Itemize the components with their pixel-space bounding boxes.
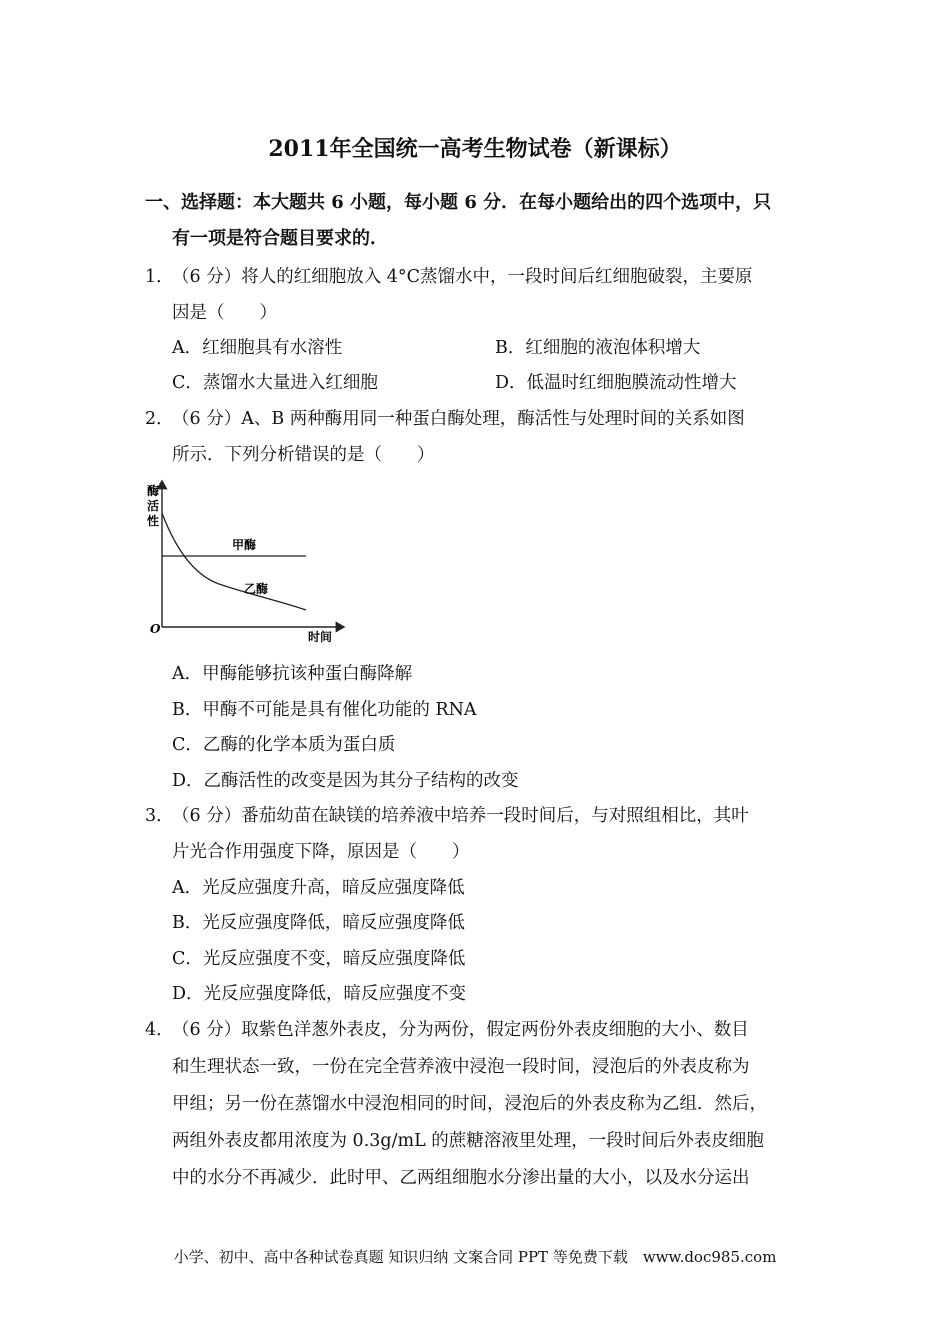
section-heading-line2: 有一项是符合题目要求的． (172, 228, 388, 249)
q2-option-a: A．甲酶能够抗该种蛋白酶降解 (172, 664, 413, 684)
series-yi-label: 乙酶 (244, 582, 269, 596)
q4-stem-line1: （6 分）取紫色洋葱外表皮，分为两份，假定两份外表皮细胞的大小、数目 (172, 1020, 749, 1040)
q1-number: 1． (145, 267, 174, 287)
y-axis-label-char-3: 性 (147, 514, 160, 528)
q2-stem-line2: 所示．下列分析错误的是（ ） (172, 445, 435, 465)
series-jia-label: 甲酶 (232, 538, 257, 552)
q3-stem-line1: （6 分）番茄幼苗在缺镁的培养液中培养一段时间后，与对照组相比，其叶 (172, 806, 749, 826)
q1-option-b: B．红细胞的液泡体积增大 (495, 338, 701, 358)
q4-stem-line4: 两组外表皮都用浓度为 0.3g/mL 的蔗糖溶液里处理，一段时间后外表皮细胞 (172, 1131, 764, 1151)
q1-stem-line2: 因是（ ） (172, 303, 277, 323)
q4-stem-line2: 和生理状态一致，一份在完全营养液中浸泡一段时间，浸泡后的外表皮称为 (172, 1057, 750, 1077)
q4-stem-line5: 中的水分不再减少．此时甲、乙两组细胞水分渗出量的大小，以及水分运出 (172, 1168, 750, 1188)
q2-option-b: B．甲酶不可能是具有催化功能的 RNA (172, 700, 477, 720)
q1-option-c: C．蒸馏水大量进入红细胞 (172, 373, 378, 393)
origin-label: O (150, 622, 161, 636)
y-axis-label-char-2: 活 (147, 499, 160, 513)
q4-number: 4． (145, 1020, 174, 1040)
page-title: 2011年全国统一高考生物试卷（新课标） (268, 136, 682, 162)
enzyme-activity-figure (140, 475, 350, 647)
q4-stem-line3: 甲组；另一份在蒸馏水中浸泡相同的时间，浸泡后的外表皮称为乙组．然后， (172, 1094, 767, 1114)
q2-option-c: C．乙酶的化学本质为蛋白质 (172, 735, 396, 755)
q2-number: 2． (145, 409, 174, 429)
q3-option-a: A．光反应强度升高，暗反应强度降低 (172, 878, 465, 898)
q3-option-d: D．光反应强度降低，暗反应强度不变 (172, 984, 467, 1004)
page-footer: 小学、初中、高中各种试卷真题 知识归纳 文案合同 PPT 等免费下载 www.doc985.com (173, 1248, 777, 1266)
q1-option-a: A．红细胞具有水溶性 (172, 338, 343, 358)
section-heading-line1: 一、选择题：本大题共 6 小题，每小题 6 分．在每小题给出的四个选项中，只 (145, 192, 772, 213)
q3-number: 3． (145, 806, 174, 826)
q2-option-d: D．乙酶活性的改变是因为其分子结构的改变 (172, 771, 519, 791)
series-yi-curve (162, 513, 306, 610)
q3-stem-line2: 片光合作用强度下降，原因是（ ） (172, 842, 470, 862)
q1-option-d: D．低温时红细胞膜流动性增大 (495, 373, 737, 393)
q1-stem-line1: （6 分）将人的红细胞放入 4°C蒸馏水中，一段时间后红细胞破裂，主要原 (172, 267, 753, 287)
x-axis-label: 时间 (308, 630, 333, 644)
y-axis-label-char-1: 酶 (147, 484, 160, 498)
q3-option-c: C．光反应强度不变，暗反应强度降低 (172, 949, 466, 969)
q3-option-b: B．光反应强度降低，暗反应强度降低 (172, 913, 465, 933)
q2-stem-line1: （6 分）A、B 两种酶用同一种蛋白酶处理，酶活性与处理时间的关系如图 (172, 409, 745, 429)
